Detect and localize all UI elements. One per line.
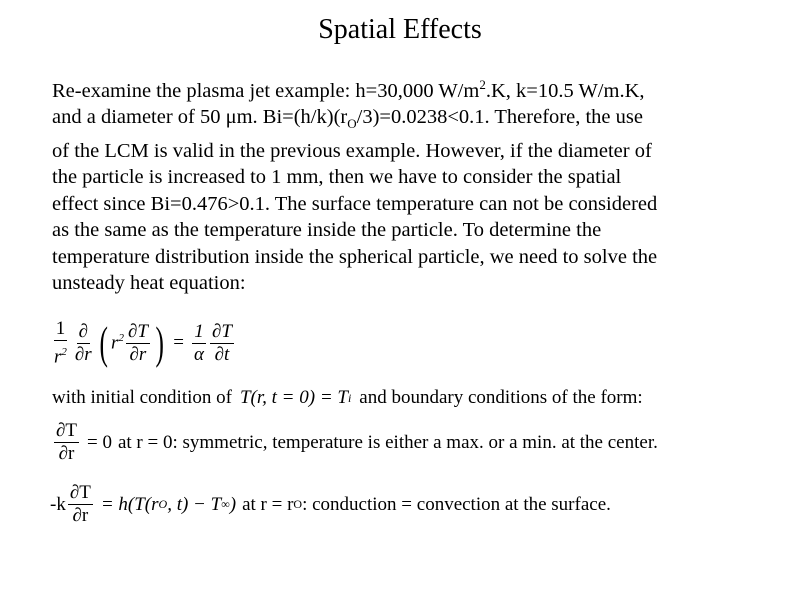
initial-condition-line: with initial condition of T(r, t = 0) = T i and boundary conditions of the form:	[52, 387, 643, 408]
fraction-partial-over-dr: $\frac{\partial}{\partial r}$	[74, 320, 92, 365]
fraction-1-over-r2: $\frac{1}{r^2}$	[54, 318, 67, 368]
fraction-dT-over-dt: $\frac{\partial T}{\partial t}$	[211, 320, 232, 365]
paragraph-line-6: as the same as the temperature inside the particle. To determine the	[52, 219, 602, 242]
bc1-fraction: $\frac{\partial T}{\partial r}$	[56, 420, 77, 464]
right-paren: )	[155, 317, 164, 369]
paragraph-line-4: the particle is increased to 1 mm, then we have to consider the spatial	[52, 166, 622, 189]
paragraph-line-5: effect since Bi=0.476>0.1. The surface temperature can not be considered	[52, 192, 658, 215]
boundary-condition-2: -k $\frac{\partial T}{\partial r}$ = h(T(r O , t) − T ∞ ) at r = r O : conduction = convection at the surface.	[50, 482, 611, 526]
left-paren: (	[99, 317, 108, 369]
slide-title: Spatial Effects	[318, 14, 482, 45]
boundary-condition-1: $\frac{\partial T}{\partial r}$ = 0 at r = 0: symmetric, temperature is either a max. or a min. at the center.	[56, 420, 658, 464]
r-squared: $r^2$	[111, 332, 124, 354]
slide-paragraph	[52, 72, 787, 297]
paragraph-line-2: and a diameter of 50 μm. $Bi=(h/k)(r_O/3)=0.0238<0.1$. Therefore, the use	[52, 106, 643, 132]
bc2-fraction: $\frac{\partial T}{\partial r}$	[69, 482, 91, 526]
fraction-1-over-alpha: $\frac{1}{\alpha}$	[193, 320, 204, 365]
paragraph-line-1: Re-examine the plasma jet example: h=30,000 $W/m^2.K$, k=10.5 W/m.K,	[52, 77, 645, 102]
equals-sign: =	[173, 332, 184, 354]
heat-equation	[50, 318, 236, 368]
paragraph-line-7: temperature distribution inside the spherical particle, we need to solve the	[52, 245, 658, 268]
paragraph-line-8: unsteady heat equation:	[52, 272, 246, 295]
fraction-dT-over-dr: $\frac{\partial T}{\partial r}$	[127, 320, 148, 365]
paragraph-line-3: of the LCM is valid in the previous example. However, if the diameter of	[52, 139, 652, 162]
